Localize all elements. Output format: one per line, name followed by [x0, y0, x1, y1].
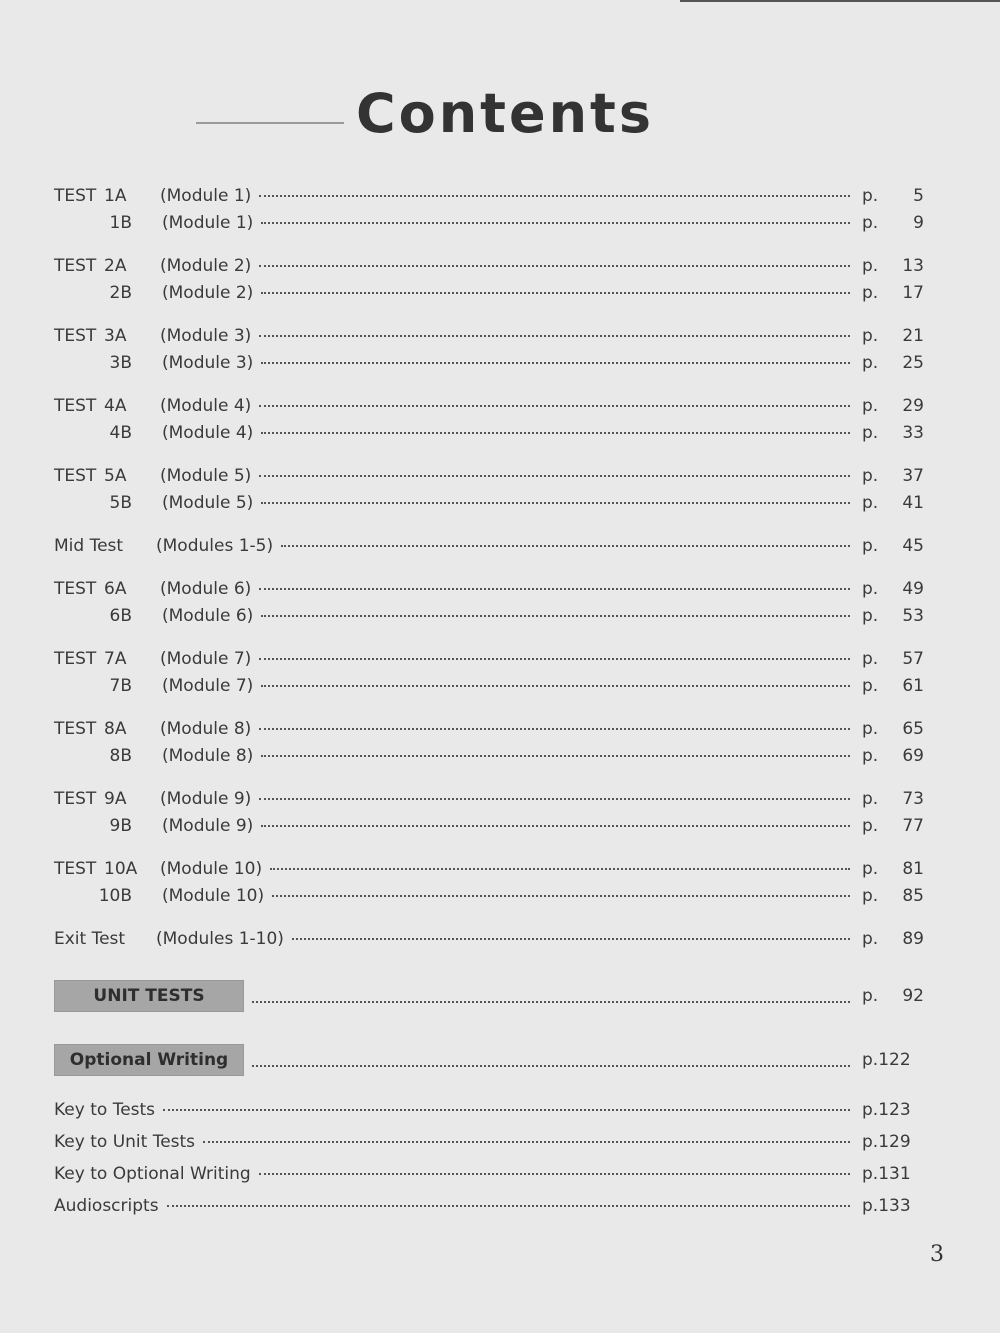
- page-ref: [862, 186, 924, 206]
- test-label: TEST: [54, 396, 97, 416]
- table-of-contents: [54, 186, 924, 1228]
- section-banner: UNIT TESTS: [54, 980, 244, 1012]
- page-prefix: p.: [862, 929, 879, 949]
- page-prefix: p.: [862, 353, 879, 373]
- module-label: (Module 8): [160, 719, 252, 739]
- page-prefix: p.: [862, 649, 879, 669]
- page-ref: [862, 493, 924, 513]
- module-label: (Module 9): [162, 816, 254, 836]
- page-ref: p.123: [862, 1100, 911, 1120]
- key-row: [54, 1132, 924, 1164]
- page-ref: [862, 649, 924, 669]
- test-code: 2B: [109, 283, 132, 303]
- group-gap: [54, 563, 924, 579]
- page-ref: [862, 353, 924, 373]
- test-code: 5B: [109, 493, 132, 513]
- page-ref: p.129: [862, 1132, 911, 1152]
- test-code: 3A: [104, 326, 127, 346]
- page-prefix: p.: [862, 606, 879, 626]
- group-gap: [54, 913, 924, 929]
- group-gap: [54, 380, 924, 396]
- toc-row: [54, 353, 924, 380]
- page-value: 5: [913, 186, 924, 206]
- page-ref: [862, 466, 924, 486]
- page-prefix: p.: [862, 816, 879, 836]
- toc-row: [54, 396, 924, 423]
- toc-row: [54, 256, 924, 283]
- page-prefix: p.: [862, 986, 879, 1006]
- group-gap: [54, 703, 924, 719]
- dotted-leader: [261, 432, 850, 434]
- page-value: 57: [902, 649, 924, 669]
- page-value: 53: [902, 606, 924, 626]
- dotted-leader: [261, 502, 850, 504]
- page-ref: [862, 859, 924, 879]
- toc-row: [54, 859, 924, 886]
- page-prefix: p.: [862, 746, 879, 766]
- test-label: TEST: [54, 859, 97, 879]
- key-label: Audioscripts: [54, 1196, 159, 1216]
- group-gap: [54, 520, 924, 536]
- page-ref: [862, 676, 924, 696]
- key-label: Key to Tests: [54, 1100, 156, 1120]
- page-value: 9: [913, 213, 924, 233]
- module-label: (Module 1): [160, 186, 252, 206]
- dotted-leader: [259, 405, 850, 407]
- page-prefix: p.: [862, 213, 879, 233]
- module-label: (Modules 1-5): [156, 536, 274, 556]
- page-ref: [862, 606, 924, 626]
- toc-row: [54, 283, 924, 310]
- page-prefix: p.: [862, 423, 879, 443]
- test-code: 10B: [98, 886, 132, 906]
- page-value: 45: [902, 536, 924, 556]
- page-prefix: p.: [862, 466, 879, 486]
- group-gap: [54, 633, 924, 649]
- dotted-leader: [261, 685, 850, 687]
- dotted-leader: [259, 335, 850, 337]
- test-code: 9B: [109, 816, 132, 836]
- page-prefix: p.: [862, 719, 879, 739]
- dotted-leader: [252, 1065, 850, 1067]
- page-ref: p.133: [862, 1196, 911, 1216]
- toc-row: [54, 579, 924, 606]
- module-label: (Module 5): [162, 493, 254, 513]
- dotted-leader: [259, 475, 850, 477]
- page-value: 69: [902, 746, 924, 766]
- toc-row: [54, 423, 924, 450]
- test-code: 9A: [104, 789, 127, 809]
- module-label: (Module 4): [162, 423, 254, 443]
- page-prefix: p.: [862, 186, 879, 206]
- toc-row: [54, 466, 924, 493]
- module-label: (Module 7): [160, 649, 252, 669]
- section-row: [54, 1036, 924, 1084]
- module-label: (Module 10): [160, 859, 263, 879]
- dotted-leader: [261, 362, 850, 364]
- toc-row: [54, 213, 924, 240]
- test-label: TEST: [54, 789, 97, 809]
- test-label: TEST: [54, 256, 97, 276]
- page-prefix: p.: [862, 396, 879, 416]
- test-code: 1A: [104, 186, 127, 206]
- toc-row: [54, 606, 924, 633]
- toc-row: [54, 789, 924, 816]
- page-value: 77: [902, 816, 924, 836]
- page-prefix: p.: [862, 283, 879, 303]
- toc-row: [54, 929, 924, 956]
- page-value: 13: [902, 256, 924, 276]
- page-value: 49: [902, 579, 924, 599]
- page-value: 29: [902, 396, 924, 416]
- page-value: 37: [902, 466, 924, 486]
- page-value: 65: [902, 719, 924, 739]
- module-label: (Module 4): [160, 396, 252, 416]
- dotted-leader: [259, 588, 850, 590]
- group-gap: [54, 310, 924, 326]
- page-ref: [862, 746, 924, 766]
- module-label: (Module 2): [160, 256, 252, 276]
- dotted-leader: [261, 292, 850, 294]
- page-ref: [862, 396, 924, 416]
- page-prefix: p.: [862, 326, 879, 346]
- toc-row: [54, 649, 924, 676]
- test-code: 4B: [109, 423, 132, 443]
- page-ref: [862, 213, 924, 233]
- dotted-leader: [259, 265, 850, 267]
- page-ref: [862, 579, 924, 599]
- group-gap: [54, 773, 924, 789]
- page-ref: [862, 326, 924, 346]
- toc-row: [54, 746, 924, 773]
- dotted-leader: [292, 938, 850, 940]
- dotted-leader: [203, 1141, 850, 1143]
- dotted-leader: [272, 895, 850, 897]
- group-gap: [54, 843, 924, 859]
- page-prefix: p.: [862, 789, 879, 809]
- test-label: TEST: [54, 466, 97, 486]
- group-gap: [54, 450, 924, 466]
- module-label: (Module 10): [162, 886, 265, 906]
- dotted-leader: [259, 798, 850, 800]
- page-value: 21: [902, 326, 924, 346]
- key-label: Key to Unit Tests: [54, 1132, 196, 1152]
- page-prefix: p.: [862, 859, 879, 879]
- page-value: 92: [902, 986, 924, 1006]
- page-prefix: p.: [862, 676, 879, 696]
- test-label: TEST: [54, 186, 97, 206]
- dotted-leader: [252, 1001, 850, 1003]
- page-prefix: p.: [862, 256, 879, 276]
- test-label: TEST: [54, 579, 97, 599]
- toc-row: [54, 719, 924, 746]
- dotted-leader: [259, 195, 850, 197]
- page-ref: [862, 423, 924, 443]
- module-label: (Module 6): [160, 579, 252, 599]
- module-label: (Module 3): [160, 326, 252, 346]
- page-value: 61: [902, 676, 924, 696]
- dotted-leader: [259, 1173, 850, 1175]
- top-edge-rule: [680, 0, 1000, 2]
- page-value: 17: [902, 283, 924, 303]
- page-value: 85: [902, 886, 924, 906]
- toc-row: [54, 493, 924, 520]
- toc-row: [54, 886, 924, 913]
- test-code: 1B: [109, 213, 132, 233]
- page-prefix: p.: [862, 579, 879, 599]
- test-code: 4A: [104, 396, 127, 416]
- dotted-leader: [261, 825, 850, 827]
- dotted-leader: [259, 728, 850, 730]
- key-row: [54, 1164, 924, 1196]
- section-row: [54, 972, 924, 1020]
- test-code: 2A: [104, 256, 127, 276]
- page-title: Contents: [356, 82, 655, 145]
- module-label: (Module 9): [160, 789, 252, 809]
- page-prefix: p.: [862, 536, 879, 556]
- page-value: 81: [902, 859, 924, 879]
- page-value: 41: [902, 493, 924, 513]
- test-label: Exit Test: [54, 929, 126, 949]
- module-label: (Modules 1-10): [156, 929, 284, 949]
- page-ref: [862, 886, 924, 906]
- page-ref: [862, 256, 924, 276]
- dotted-leader: [167, 1205, 850, 1207]
- dotted-leader: [259, 658, 850, 660]
- test-code: 6A: [104, 579, 127, 599]
- page-ref: [862, 536, 924, 556]
- test-code: 7A: [104, 649, 127, 669]
- test-code: 6B: [109, 606, 132, 626]
- dotted-leader: [281, 545, 850, 547]
- test-label: TEST: [54, 649, 97, 669]
- module-label: (Module 8): [162, 746, 254, 766]
- page-ref: [862, 986, 924, 1006]
- page-value: 33: [902, 423, 924, 443]
- group-gap: [54, 956, 924, 972]
- page-ref: [862, 1050, 924, 1070]
- test-code: 3B: [109, 353, 132, 373]
- module-label: (Module 7): [162, 676, 254, 696]
- page-prefix: p.: [862, 493, 879, 513]
- dotted-leader: [270, 868, 850, 870]
- test-label: TEST: [54, 719, 97, 739]
- page-ref: [862, 816, 924, 836]
- dotted-leader: [261, 222, 850, 224]
- page-value: 25: [902, 353, 924, 373]
- module-label: (Module 3): [162, 353, 254, 373]
- toc-row: [54, 186, 924, 213]
- module-label: (Module 6): [162, 606, 254, 626]
- key-row: [54, 1100, 924, 1132]
- module-label: (Module 5): [160, 466, 252, 486]
- toc-row: [54, 326, 924, 353]
- test-label: Mid Test: [54, 536, 124, 556]
- test-code: 10A: [104, 859, 138, 879]
- module-label: (Module 2): [162, 283, 254, 303]
- dotted-leader: [163, 1109, 850, 1111]
- test-code: 8B: [109, 746, 132, 766]
- key-label: Key to Optional Writing: [54, 1164, 251, 1184]
- page-ref: [862, 719, 924, 739]
- page-prefix: p.: [862, 886, 879, 906]
- toc-row: [54, 816, 924, 843]
- group-gap: [54, 1084, 924, 1100]
- test-code: 5A: [104, 466, 127, 486]
- page-ref: [862, 789, 924, 809]
- page-number: 3: [930, 1242, 944, 1267]
- key-row: [54, 1196, 924, 1228]
- test-code: 8A: [104, 719, 127, 739]
- toc-row: [54, 536, 924, 563]
- toc-row: [54, 676, 924, 703]
- page-value: [911, 1050, 933, 1070]
- page-value: 73: [902, 789, 924, 809]
- page-ref: [862, 929, 924, 949]
- test-label: TEST: [54, 326, 97, 346]
- test-code: 7B: [109, 676, 132, 696]
- dotted-leader: [261, 755, 850, 757]
- page-value: 89: [902, 929, 924, 949]
- page-ref: [862, 283, 924, 303]
- section-banner: Optional Writing: [54, 1044, 244, 1076]
- page-ref: p.131: [862, 1164, 911, 1184]
- page-prefix: p.122: [862, 1050, 911, 1070]
- group-gap: [54, 1020, 924, 1036]
- title-rule: [196, 122, 344, 124]
- group-gap: [54, 240, 924, 256]
- module-label: (Module 1): [162, 213, 254, 233]
- dotted-leader: [261, 615, 850, 617]
